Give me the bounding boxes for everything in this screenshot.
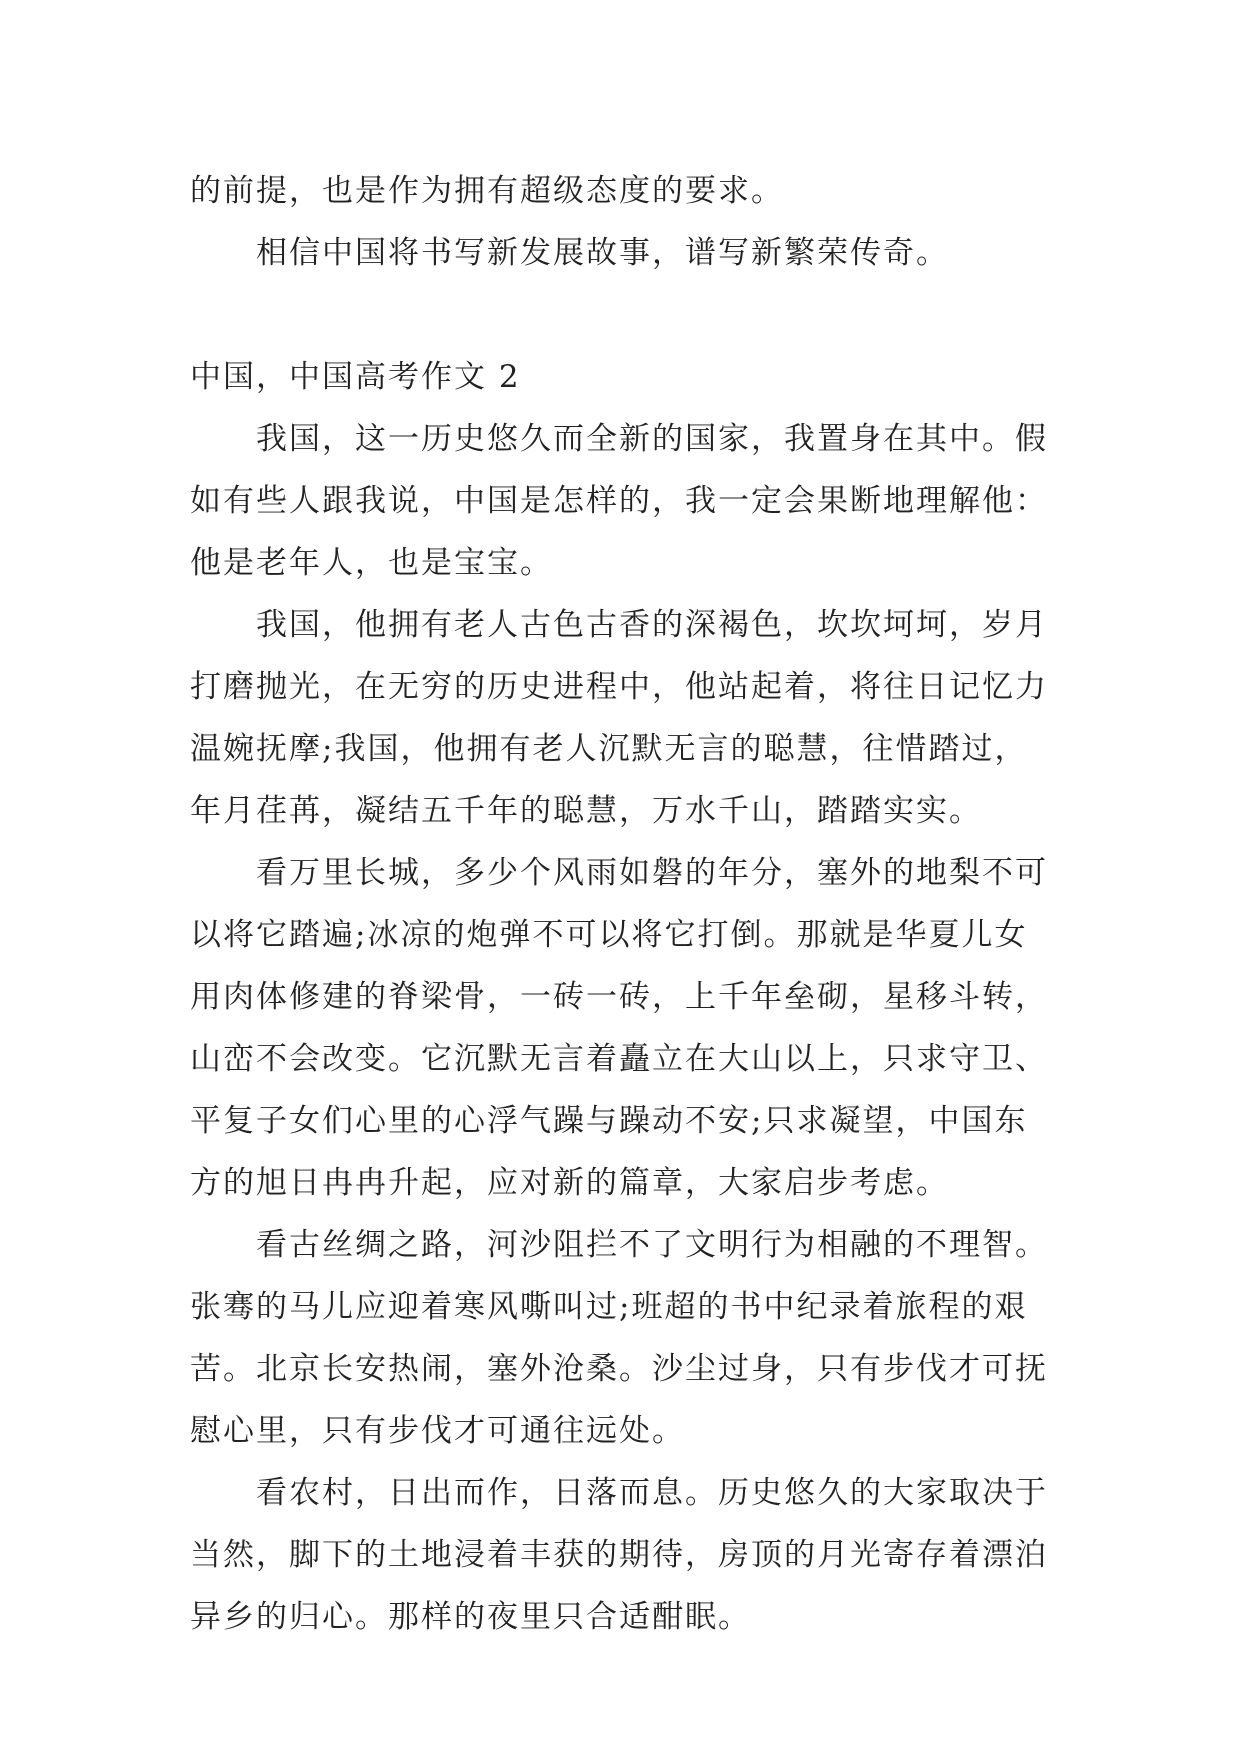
text-line: 看万里长城，多少个风雨如磐的年分，塞外的地梨不可 xyxy=(256,855,1048,891)
text-line: 如有些人跟我说，中国是怎样的，我一定会果断地理解他： xyxy=(190,483,1048,519)
paragraph-2 xyxy=(190,594,1050,842)
paragraph-4 xyxy=(190,1214,1050,1462)
text-line: 异乡的归心。那样的夜里只合适酣眠。 xyxy=(190,1599,751,1635)
text-line: 打磨抛光，在无穷的历史进程中，他站起着，将往日记忆力 xyxy=(190,669,1048,705)
essay-heading: 中国，中国高考作文 2 xyxy=(190,359,521,395)
text-line: 平复子女们心里的心浮气躁与躁动不安;只求凝望，中国东 xyxy=(190,1103,1028,1139)
section-gap xyxy=(190,284,1050,346)
paragraph-5 xyxy=(190,1462,1050,1648)
text-line: 以将它踏遍;冰凉的炮弹不可以将它打倒。那就是华夏儿女 xyxy=(190,917,1028,953)
text-line: 我国，这一历史悠久而全新的国家，我置身在其中。假 xyxy=(256,421,1048,457)
text-line: 温婉抚摩;我国，他拥有老人沉默无言的聪慧，往惜踏过， xyxy=(190,731,1028,767)
text-line: 我国，他拥有老人古色古香的深褐色，坎坎坷坷，岁月 xyxy=(256,607,1048,643)
text-line: 相信中国将书写新发展故事，谱写新繁荣传奇。 xyxy=(256,235,949,271)
text-line: 当然，脚下的土地浸着丰获的期待，房顶的月光寄存着漂泊 xyxy=(190,1537,1048,1573)
paragraph-3 xyxy=(190,842,1050,1214)
paragraph-1 xyxy=(190,408,1050,594)
text-line: 方的旭日冉冉升起，应对新的篇章，大家启步考虑。 xyxy=(190,1165,949,1201)
text-line: 的前提，也是作为拥有超级态度的要求。 xyxy=(190,173,784,209)
text-line: 用肉体修建的脊梁骨，一砖一砖，上千年垒砌，星移斗转， xyxy=(190,979,1048,1015)
text-line: 慰心里，只有步伐才可通往远处。 xyxy=(190,1413,685,1449)
text-line: 看古丝绸之路，河沙阻拦不了文明行为相融的不理智。 xyxy=(256,1227,1048,1263)
text-line: 张骞的马儿应迎着寒风嘶叫过;班超的书中纪录着旅程的艰 xyxy=(190,1289,1028,1325)
text-line: 苦。北京长安热闹，塞外沧桑。沙尘过身，只有步伐才可抚 xyxy=(190,1351,1048,1387)
document-body xyxy=(190,160,1050,1648)
text-line: 年月荏苒，凝结五千年的聪慧，万水千山，踏踏实实。 xyxy=(190,793,982,829)
text-line: 山峦不会改变。它沉默无言着矗立在大山以上，只求守卫、 xyxy=(190,1041,1048,1077)
text-line: 他是老年人，也是宝宝。 xyxy=(190,545,553,581)
text-line: 看农村，日出而作，日落而息。历史悠久的大家取决于 xyxy=(256,1475,1048,1511)
